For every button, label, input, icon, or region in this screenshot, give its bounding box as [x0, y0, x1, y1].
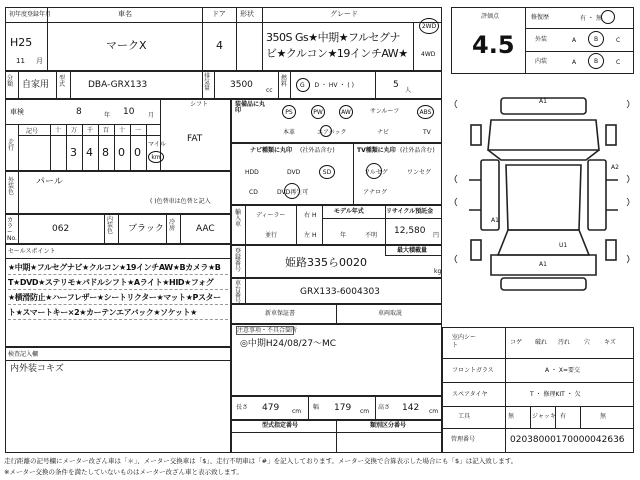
navi-dvd-play-circle: [284, 183, 300, 199]
displacement-value: 3500: [230, 80, 253, 90]
recycle-value: 12,580: [394, 226, 426, 236]
damage-diagram: [451, 80, 634, 320]
import-left: 左: [304, 232, 311, 239]
color-value: パール: [36, 177, 63, 187]
import-label: 輸入車: [235, 209, 242, 228]
ext-b-circle: B: [588, 31, 604, 47]
spare-tire-label: スペアタイヤ: [452, 391, 488, 398]
inspection-month-unit: 月: [148, 112, 155, 119]
airbag-circle: [320, 125, 332, 137]
color-note: ( )色替車は色替と記入: [150, 198, 211, 205]
mileage-label: 走行: [8, 139, 15, 152]
sales-line: ★横滑防止★ハーフレザー★シートリクター★マット★Pスター: [8, 293, 221, 302]
damage-label: U1: [559, 242, 568, 249]
int-a: A: [572, 59, 577, 66]
jack-label: ジャッキ: [532, 413, 556, 420]
equip-sunroof: サンルーフ: [370, 108, 400, 115]
mileage-digit: 3: [70, 146, 77, 159]
width-unit: cm: [360, 408, 370, 415]
load-unit: kg: [434, 268, 442, 275]
mileage-digit: 0: [118, 146, 125, 159]
type-value: DBA-GRX133: [88, 80, 148, 90]
ext-a: A: [572, 37, 577, 44]
navi-dvd-play: DVD再生可: [277, 189, 309, 196]
mileage-unit-one: 一: [135, 127, 142, 134]
sales-line: ★中期★フルセグナビ★クルコン★19インチAW★Bカメラ★B: [8, 263, 221, 272]
sales-line: ト★スマートキー×2★カーテンエアバック★ソケット★: [8, 308, 197, 317]
mileage-unit-thousand: 千: [87, 127, 94, 134]
mileage-unit-hundred: 百: [103, 127, 110, 134]
equip-ps-circle: PS: [282, 105, 296, 119]
shift-value: FAT: [187, 134, 203, 144]
equip-aw-circle: AW: [339, 105, 353, 119]
load-label: 最大積載量: [397, 247, 428, 254]
int-b-circle: B: [588, 53, 604, 69]
chassis-value: GRX133-6004303: [300, 287, 380, 297]
navi-cd: CD: [249, 189, 258, 196]
tools-label: 工具: [458, 413, 471, 420]
repair-label: 修復歴: [531, 14, 550, 21]
footer-line-2: ※メーター交換の条件を満たしていないものはメーター改ざん車と表示致します。: [4, 468, 243, 476]
grade-line-2: ビ★クルコン★19インチAW★: [266, 47, 408, 60]
seat-item: 穴: [584, 339, 591, 346]
cc-unit: cc: [266, 87, 273, 94]
tools-value: 無: [508, 413, 515, 420]
reg-date-label: 初年度登録年月: [9, 11, 52, 18]
damage-label: A2: [611, 164, 619, 171]
color-label: 外装色: [8, 177, 15, 196]
damage-label: A1: [491, 217, 499, 224]
import-right: 右: [304, 212, 311, 219]
reg-month-unit: 月: [36, 57, 43, 65]
ext-label: 外装: [535, 36, 548, 43]
height-value: 142: [402, 403, 420, 413]
navi-sd-circle: SD: [319, 165, 335, 179]
equipment-label: 装備品に丸印: [235, 101, 266, 114]
inspector-notes: [5, 347, 231, 453]
tv-fullseg: フルセグ: [364, 169, 388, 176]
seats-value: 5: [393, 80, 399, 90]
tv-analog: アナログ: [363, 189, 388, 196]
mileage-unit-ten-thousand-ten: 十: [55, 127, 62, 134]
fuel-label: 燃料: [281, 75, 288, 88]
equip-abs-circle: ABS: [417, 105, 434, 119]
fuel-options: G ・ D ・ HV ・ ( ): [300, 82, 354, 89]
fuel-g-circle: [296, 78, 310, 92]
navi-label: ナビ種類に丸印: [250, 147, 293, 154]
plate-label: 登録番号: [235, 248, 242, 273]
repair-options: 有 ・ 無: [580, 15, 602, 22]
new-warranty-label: 新車保証書: [265, 310, 296, 317]
damage-label: A1: [539, 98, 547, 105]
model-no-label: 型式指定番号: [262, 422, 299, 429]
score-value: 4.5: [472, 31, 515, 59]
tv-fullseg-circle: [366, 163, 382, 179]
ac-label: 冷房: [169, 219, 176, 232]
tv-label: TV種類に丸印: [357, 147, 396, 154]
recycle-unit: 円: [433, 232, 440, 239]
door-label: ドア: [212, 10, 226, 18]
shape-label: 形状: [240, 10, 254, 18]
import-handle-2: H: [312, 232, 317, 239]
drive-4wd: 4WD: [421, 51, 436, 58]
int-c: C: [616, 59, 621, 66]
equip-pw-circle: PW: [311, 105, 325, 119]
inspection-year: 8: [76, 107, 82, 117]
length-label: 長さ: [236, 404, 249, 411]
int-label: 内装: [535, 58, 548, 65]
mileage-digit: 4: [86, 146, 93, 159]
ext-c: C: [616, 37, 621, 44]
seat-item: キズ: [604, 339, 616, 346]
equip-tv: TV: [423, 129, 431, 136]
footer-line-1: 走行距離の記号欄にメーター改ざん車は「＊」、メーター交換車は「$」、走行不明車は「#」を記入しております。メーター交換で合算表示した場合にも「$」は記入致します。: [4, 457, 518, 465]
grade-label: グレード: [330, 10, 358, 18]
notes-value: ◎中期H24/08/27〜MC: [240, 339, 337, 349]
interior-seat-label: 室内シート: [452, 334, 477, 349]
width-label: 幅: [313, 404, 320, 411]
type-label: 型式: [59, 75, 66, 88]
damage-label: A1: [539, 261, 547, 268]
seat-item: コゲ: [510, 339, 523, 346]
navi-hdd: HDD: [245, 169, 259, 176]
drive-2wd-circle: 2WD: [419, 18, 439, 34]
jack-value: 有: [560, 413, 567, 420]
manage-no-value: 020380001700000426​36: [510, 435, 625, 445]
color-code-label: カラーNo.: [7, 217, 17, 242]
inspector-value: 内外装コキズ: [10, 364, 64, 374]
import-handle: H: [312, 212, 317, 219]
mileage-unit-ten: 十: [119, 127, 126, 134]
mileage-unit-mile: マイル: [148, 141, 166, 148]
repair-none-circle: [601, 10, 615, 24]
mileage-symbol-label: 記号: [26, 128, 39, 135]
spare-tire-value: T ・ 修理KIT ・ 欠: [530, 391, 581, 398]
tv-oneseg: ワンセグ: [407, 169, 432, 176]
manual-label: 車両取説: [378, 310, 403, 317]
tv-note: (社外品含む): [400, 147, 435, 154]
inspector-label: 検査記入欄: [8, 351, 39, 358]
mileage-digit: 8: [102, 146, 109, 159]
mileage-unit-km: km: [148, 151, 164, 163]
mileage-digit: 0: [134, 146, 141, 159]
interior-color-label: 内装色: [107, 216, 114, 235]
grade-line-1: 350S Gs★中期★フルセグナ: [266, 31, 401, 44]
inspection-month: 10: [123, 107, 135, 117]
equip-leather: 本革: [283, 129, 296, 136]
height-unit: cm: [429, 408, 439, 415]
width-value: 179: [334, 403, 352, 413]
class-no-label: 類別区分番号: [370, 422, 407, 429]
height-label: 高さ: [378, 404, 391, 411]
seat-item: 破れ: [535, 339, 548, 346]
seat-item: 汚れ: [558, 339, 571, 346]
import-parallel: 並行: [265, 232, 278, 239]
recycle-label: リサイクル預託金: [386, 208, 434, 215]
notes-label: 注意事項・不具合箇所: [237, 327, 298, 334]
mileage-unit-ten-thousand: 万: [71, 127, 78, 134]
model-year-unknown: 不明: [365, 232, 378, 239]
model-year-label: モデル年式: [334, 208, 364, 215]
jack-none: 無: [600, 413, 607, 420]
ac-value: AAC: [196, 224, 215, 234]
manage-no-label: 管理番号: [451, 436, 476, 443]
displacement-label: 排気量: [204, 73, 211, 92]
navi-note: (社外品含む): [300, 147, 335, 154]
sales-label: セールスポイント: [8, 248, 56, 255]
interior-color-value: ブラック: [128, 224, 164, 234]
front-glass-value: A ・ X=要交: [545, 367, 581, 374]
car-name: マークX: [106, 39, 147, 52]
door-count: 4: [216, 39, 223, 52]
sales-line: T★DVD★ステリモ★パドルシフト★Aライト★HID★フォグ: [8, 278, 214, 287]
model-year-unit: 年: [340, 232, 347, 239]
navi-dvd: DVD: [287, 169, 301, 176]
reg-month: 11: [16, 57, 25, 65]
length-value: 479: [262, 403, 280, 413]
shift-label: シフト: [190, 101, 209, 108]
chassis-label: 車台番号: [235, 280, 242, 305]
inspection-year-unit: 年: [104, 112, 111, 119]
reg-era: H25: [10, 36, 33, 49]
equip-airbag: エアバック: [317, 129, 347, 136]
plate-value: 姫路335ら0020: [285, 256, 367, 269]
color-code-value: 062: [52, 224, 70, 234]
equip-navi: ナビ: [377, 129, 390, 136]
import-dealer: ディーラー: [256, 212, 286, 219]
score-label: 評価点: [481, 13, 500, 20]
inspection-label: 車検: [10, 108, 24, 116]
car-name-label: 車名: [118, 10, 132, 18]
front-glass-label: フロントガラス: [452, 367, 494, 374]
length-unit: cm: [292, 408, 302, 415]
seats-unit: 人: [405, 87, 412, 94]
category-label: 分類: [7, 75, 14, 88]
category-value: 自家用: [22, 80, 50, 90]
